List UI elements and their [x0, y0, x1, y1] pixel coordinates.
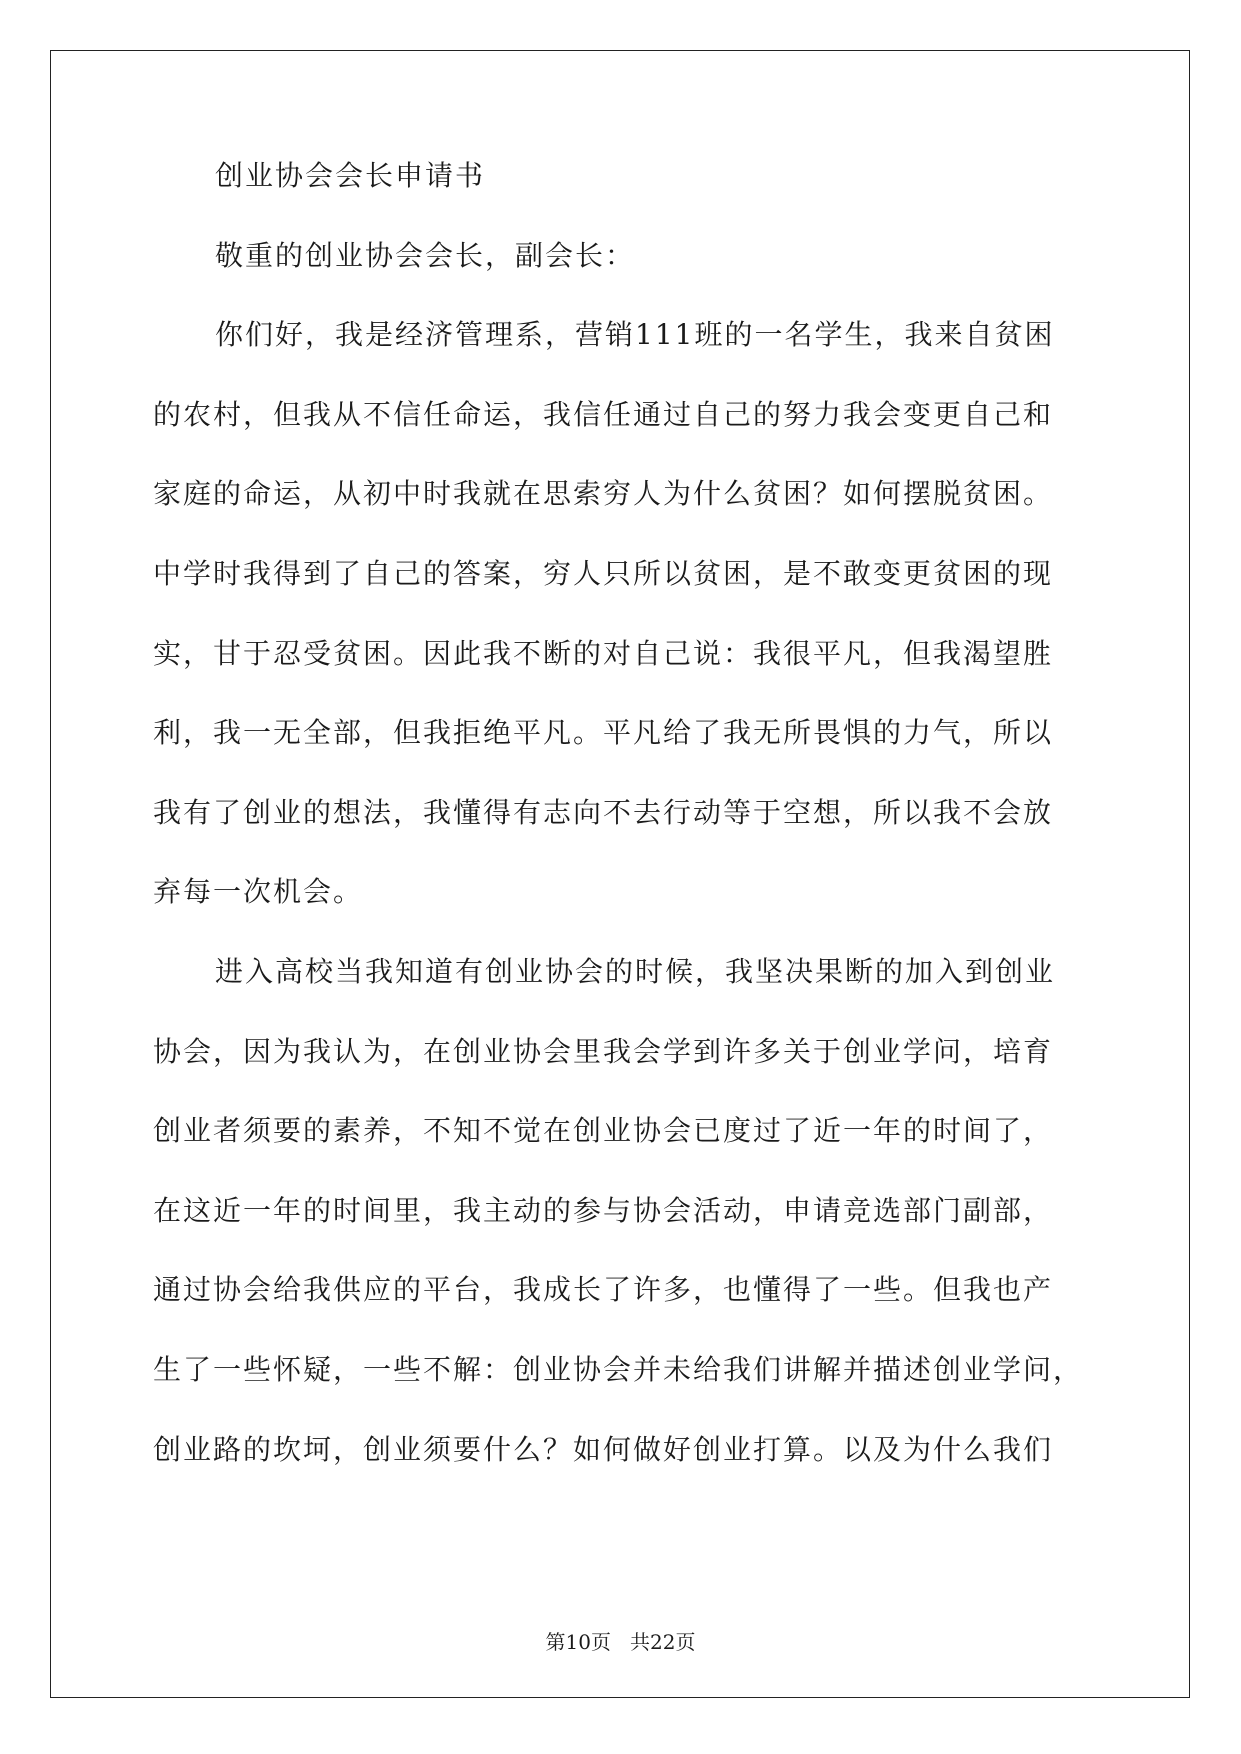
text-line: 中学时我得到了自己的答案，穷人只所以贫困，是不敢变更贫困的现 [153, 556, 1054, 590]
text-line: 通过协会给我供应的平台，我成长了许多，也懂得了一些。但我也产 [153, 1273, 1054, 1307]
text-line: 协会，因为我认为，在创业协会里我会学到许多关于创业学问，培育 [153, 1034, 1054, 1068]
text-line: 你们好，我是经济管理系，营销111班的一名学生，我来自贫困 [215, 318, 1055, 352]
text-line: 家庭的命运，从初中时我就在思索穷人为什么贫困？如何摆脱贫困。 [153, 477, 1054, 511]
text-line: 的农村，但我从不信任命运，我信任通过自己的努力我会变更自己和 [153, 397, 1054, 431]
document-body [153, 160, 1093, 1513]
text-line: 在这近一年的时间里，我主动的参与协会活动，申请竞选部门副部， [153, 1193, 1054, 1227]
text-line: 进入高校当我知道有创业协会的时候，我坚决果断的加入到创业 [215, 954, 1056, 988]
text-line: 创业协会会长申请书 [215, 159, 486, 192]
text-line: 利，我一无全部，但我拒绝平凡。平凡给了我无所畏惧的力气，所以 [153, 716, 1054, 750]
text-line: 敬重的创业协会会长，副会长： [215, 238, 636, 272]
text-line: 弃每一次机会。 [153, 875, 364, 909]
text-line: 生了一些怀疑，一些不解：创业协会并未给我们讲解并描述创业学问， [153, 1352, 1084, 1386]
text-line: 我有了创业的想法，我懂得有志向不去行动等于空想，所以我不会放 [153, 795, 1054, 829]
page-number-footer: 第10页 共22页 [545, 1630, 696, 1654]
text-line: 实，甘于忍受贫困。因此我不断的对自己说：我很平凡，但我渴望胜 [153, 636, 1054, 670]
text-line: 创业者须要的素养，不知不觉在创业协会已度过了近一年的时间了， [153, 1114, 1054, 1148]
text-line: 创业路的坎坷，创业须要什么？如何做好创业打算。以及为什么我们 [153, 1432, 1054, 1466]
